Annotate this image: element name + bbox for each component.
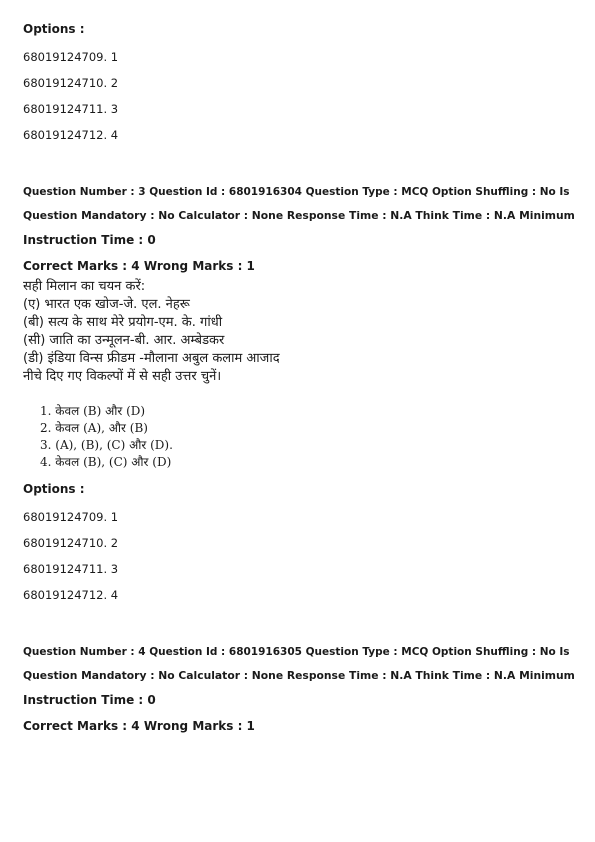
- option-item: 68019124711. 3: [23, 562, 119, 576]
- option-item: 68019124710. 2: [23, 76, 119, 90]
- question-header-line: Question Mandatory : No Calculator : None Response Time : N.A Think Time : N.A Minimum: [23, 209, 575, 222]
- question-text-line: सही मिलान का चयन करें:: [23, 279, 146, 294]
- question-text-line: (बी) सत्य के साथ मेरे प्रयोग-एम. के. गांधी: [23, 315, 223, 330]
- answer-choice: 4. केवल (B), (C) और (D): [40, 455, 172, 469]
- question-marks: Correct Marks : 4 Wrong Marks : 1: [23, 259, 255, 273]
- option-item: 68019124709. 1: [23, 510, 119, 524]
- question-text-line: (डी) इंडिया विन्स फ्रीडम -मौलाना अबुल कलाम आजाद: [23, 351, 280, 366]
- options-heading: Options :: [23, 482, 85, 496]
- options-heading: Options :: [23, 22, 85, 36]
- option-item: 68019124711. 3: [23, 102, 119, 116]
- question-header-line: Question Number : 4 Question Id : 6801916305 Question Type : MCQ Option Shuffling : No Is: [23, 646, 570, 658]
- question-marks: Correct Marks : 4 Wrong Marks : 1: [23, 719, 255, 733]
- question-header-line: Instruction Time : 0: [23, 233, 156, 247]
- question-header-line: Question Mandatory : No Calculator : None Response Time : N.A Think Time : N.A Minimum: [23, 669, 575, 682]
- question-text-line: नीचे दिए गए विकल्पों में से सही उत्तर चुनें।: [23, 369, 222, 384]
- answer-choice: 2. केवल (A), और (B): [40, 421, 148, 435]
- option-item: 68019124710. 2: [23, 536, 119, 550]
- option-item: 68019124709. 1: [23, 50, 119, 64]
- question-text-line: (सी) जाति का उन्मूलन-बी. आर. अम्बेडकर: [23, 333, 225, 348]
- answer-choice: 3. (A), (B), (C) और (D).: [40, 438, 173, 452]
- question-text-line: (ए) भारत एक खोज-जे. एल. नेहरू: [23, 297, 190, 312]
- answer-choice: 1. केवल (B) और (D): [40, 404, 146, 418]
- question-header-line: Instruction Time : 0: [23, 693, 156, 707]
- option-item: 68019124712. 4: [23, 588, 119, 602]
- question-header-line: Question Number : 3 Question Id : 6801916304 Question Type : MCQ Option Shuffling : No Is: [23, 186, 570, 198]
- option-item: 68019124712. 4: [23, 128, 119, 142]
